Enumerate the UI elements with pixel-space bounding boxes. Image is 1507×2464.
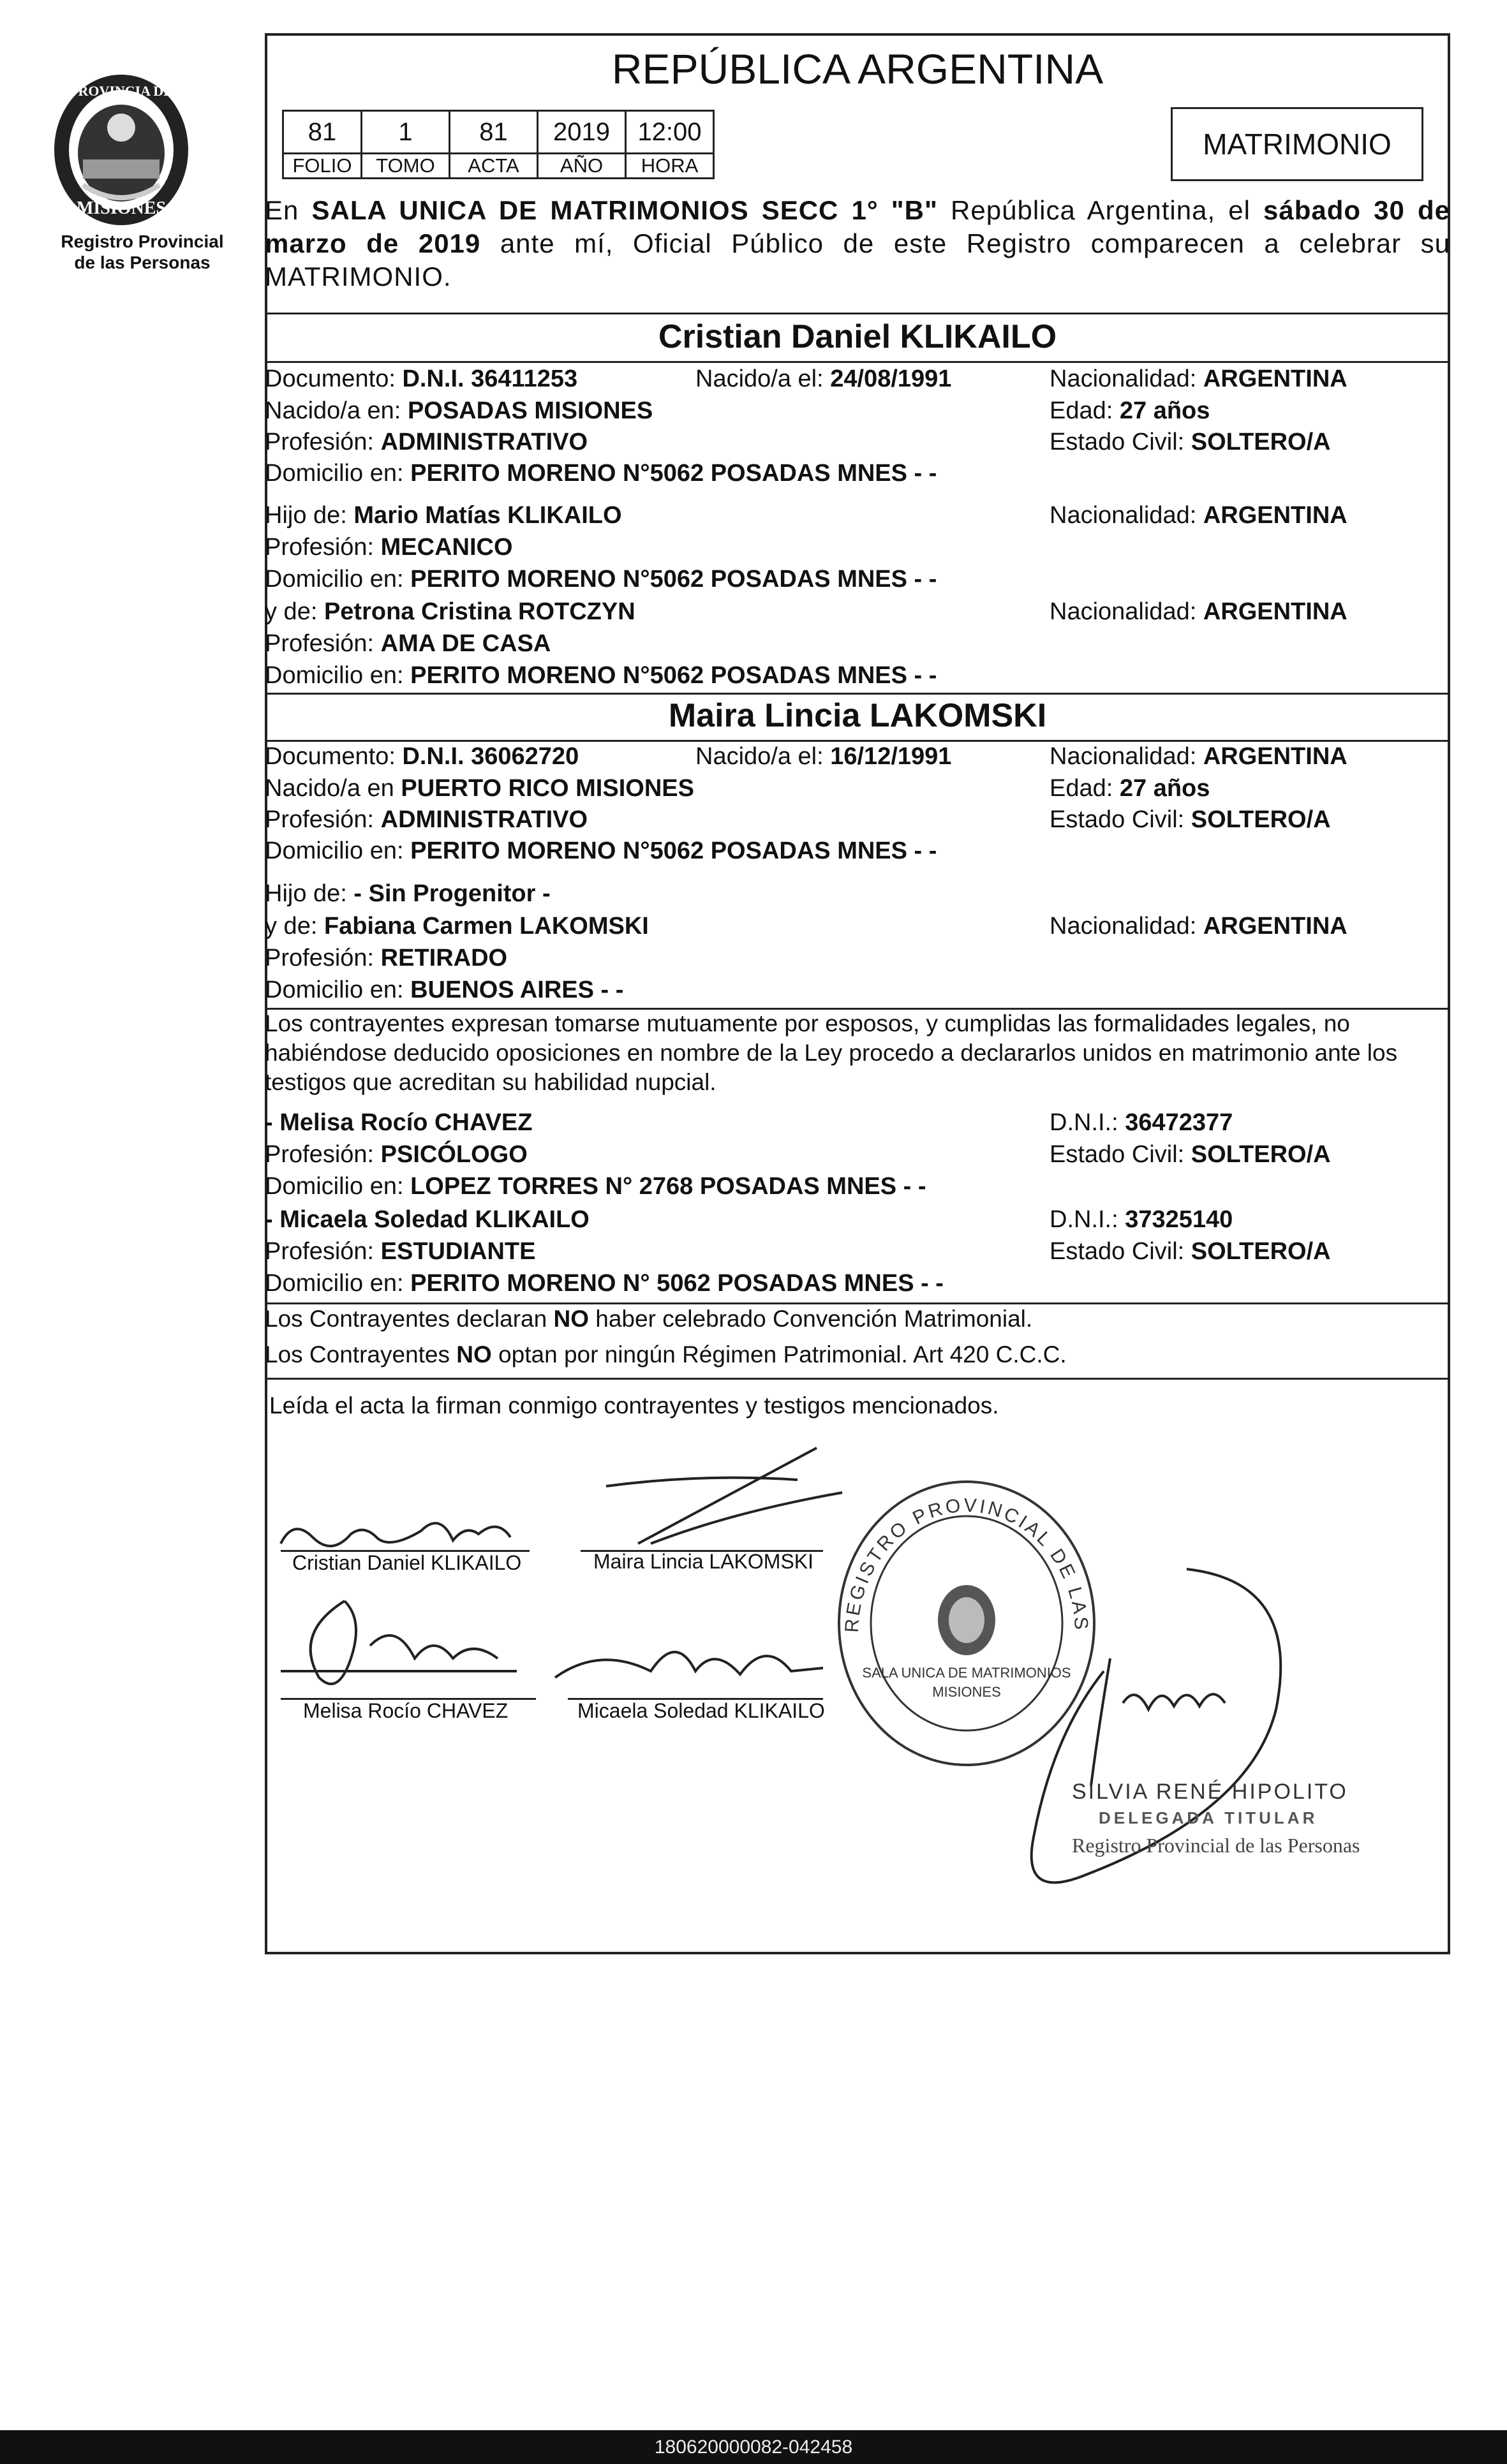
signature-melisa bbox=[268, 1582, 536, 1709]
spouse2-name: Maira Lincia LAKOMSKI bbox=[668, 697, 1047, 734]
sig-label-cristian: Cristian Daniel KLIKAILO bbox=[292, 1551, 522, 1574]
sig-label-melisa: Melisa Rocío CHAVEZ bbox=[303, 1699, 509, 1722]
folio-label: FOLIO bbox=[283, 154, 362, 179]
intro-text-1: En bbox=[265, 195, 312, 225]
divider bbox=[265, 361, 1450, 363]
stamp-inner-text: SALA UNICA DE MATRIMONIOS bbox=[862, 1665, 1071, 1681]
witness2-name: - Micaela Soledad KLIKAILO bbox=[265, 1206, 590, 1233]
intro-paragraph bbox=[265, 194, 1450, 293]
witness1-prof: Profesión: PSICÓLOGO bbox=[265, 1141, 528, 1168]
spouse1-mother-nat: Nacionalidad: ARGENTINA bbox=[1050, 598, 1347, 625]
logo-caption bbox=[24, 231, 260, 273]
witness1-name: - Melisa Rocío CHAVEZ bbox=[265, 1109, 533, 1136]
signature-maira bbox=[574, 1435, 868, 1556]
spouse1-father-prof: Profesión: MECANICO bbox=[265, 534, 513, 561]
closing-text: Leída el acta la firman conmigo contrayentes y testigos mencionados. bbox=[269, 1392, 999, 1419]
intro-text-2: República Argentina, el bbox=[937, 195, 1264, 225]
spouse1-prof: Profesión: ADMINISTRATIVO bbox=[265, 429, 588, 455]
regime-text: Los Contrayentes NO optan por ningún Régimen Patrimonial. Art 420 C.C.C. bbox=[265, 1341, 1067, 1368]
province-logo bbox=[45, 64, 198, 230]
witness1-civil: Estado Civil: SOLTERO/A bbox=[1050, 1141, 1331, 1168]
official-org: Registro Provincial de las Personas bbox=[1072, 1834, 1360, 1857]
stamp-outer-text: REGISTRO PROVINCIAL DE LAS bbox=[841, 1494, 1092, 1634]
logo-caption-line2: de las Personas bbox=[74, 253, 211, 272]
spouse2-prof: Profesión: ADMINISTRATIVO bbox=[265, 806, 588, 833]
official-signature bbox=[944, 1544, 1353, 1914]
spouse2-nat: Nacionalidad: ARGENTINA bbox=[1050, 743, 1347, 770]
signature-cristian bbox=[274, 1505, 555, 1556]
logo-text-top: PROVINCIA DE bbox=[70, 83, 173, 99]
spouse2-civil: Estado Civil: SOLTERO/A bbox=[1050, 806, 1331, 833]
page-title: REPÚBLICA ARGENTINA bbox=[611, 45, 1104, 92]
divider bbox=[265, 693, 1450, 695]
spouse1-dom: Domicilio en: PERITO MORENO N°5062 POSADAS MNES - - bbox=[265, 460, 937, 487]
spouse2-mother-nat: Nacionalidad: ARGENTINA bbox=[1050, 913, 1347, 940]
ano-label: AÑO bbox=[538, 154, 626, 179]
official-name: SILVIA RENÉ HIPOLITO bbox=[1072, 1780, 1348, 1804]
spouse1-bplace: Nacido/a en: POSADAS MISIONES bbox=[265, 397, 653, 424]
spouse2-dom: Domicilio en: PERITO MORENO N°5062 POSADAS MNES - - bbox=[265, 837, 937, 864]
acta-label: ACTA bbox=[450, 154, 538, 179]
spouse2-born: Nacido/a el: 16/12/1991 bbox=[695, 743, 952, 770]
sig-label-maira: Maira Lincia LAKOMSKI bbox=[593, 1550, 814, 1573]
spouse2-mother: y de: Fabiana Carmen LAKOMSKI bbox=[265, 913, 649, 940]
witness2-dni: D.N.I.: 37325140 bbox=[1050, 1206, 1233, 1233]
spouse1-mother-dom: Domicilio en: PERITO MORENO N°5062 POSADAS MNES - - bbox=[265, 662, 937, 689]
intro-bold-1: SALA UNICA DE MATRIMONIOS SECC 1° "B" bbox=[311, 195, 938, 225]
official-role: DELEGADA TITULAR bbox=[1099, 1808, 1318, 1827]
ano-value: 2019 bbox=[538, 111, 626, 154]
spouse1-nat: Nacionalidad: ARGENTINA bbox=[1050, 365, 1347, 392]
declaration-text: Los contrayentes expresan tomarse mutuamente por esposos, y cumplidas las formalidades legales, no habiéndose deducido oposiciones en nombre de la Ley procedo a declararlos unidos en matrimonio ante los testigos que acreditan su habilidad nupcial. bbox=[265, 1010, 1398, 1095]
spouse1-father-dom: Domicilio en: PERITO MORENO N°5062 POSADAS MNES - - bbox=[265, 566, 937, 593]
divider bbox=[265, 313, 1450, 314]
stamp-bottom-text: MISIONES bbox=[932, 1684, 1001, 1700]
spouse1-mother-prof: Profesión: AMA DE CASA bbox=[265, 630, 551, 657]
hora-value: 12:00 bbox=[626, 111, 714, 154]
intro-bold-2: sábado 30 de marzo de 2019 bbox=[265, 195, 1451, 258]
tomo-value: 1 bbox=[362, 111, 450, 154]
spouse2-doc: Documento: D.N.I. 36062720 bbox=[265, 743, 579, 770]
witness2-prof: Profesión: ESTUDIANTE bbox=[265, 1238, 536, 1265]
witness1-dom: Domicilio en: LOPEZ TORRES N° 2768 POSADAS MNES - - bbox=[265, 1173, 926, 1200]
acta-value: 81 bbox=[450, 111, 538, 154]
spouse1-born: Nacido/a el: 24/08/1991 bbox=[695, 365, 952, 392]
intro-text-3: ante mí, Oficial Público de este Registro comparecen a celebrar su MATRIMONIO. bbox=[265, 228, 1450, 291]
witness2-dom: Domicilio en: PERITO MORENO N° 5062 POSADAS MNES - - bbox=[265, 1270, 944, 1297]
logo-text-bottom: MISIONES bbox=[76, 198, 167, 218]
divider bbox=[265, 1378, 1450, 1380]
witness2-civil: Estado Civil: SOLTERO/A bbox=[1050, 1238, 1331, 1265]
spouse2-mother-dom: Domicilio en: BUENOS AIRES - - bbox=[265, 977, 624, 1003]
spouse1-age: Edad: 27 años bbox=[1050, 397, 1210, 424]
footer-code: 180620000082-042458 bbox=[0, 2430, 1507, 2464]
spouse2-mother-prof: Profesión: RETIRADO bbox=[265, 945, 508, 971]
spouse1-civil: Estado Civil: SOLTERO/A bbox=[1050, 429, 1331, 455]
witness1-dni: D.N.I.: 36472377 bbox=[1050, 1109, 1233, 1136]
spouse1-name: Cristian Daniel KLIKAILO bbox=[658, 318, 1057, 355]
spouse2-age: Edad: 27 años bbox=[1050, 775, 1210, 802]
tomo-label: TOMO bbox=[362, 154, 450, 179]
hora-label: HORA bbox=[626, 154, 714, 179]
spouse1-doc: Documento: D.N.I. 36411253 bbox=[265, 365, 578, 392]
spouse1-mother: y de: Petrona Cristina ROTCZYN bbox=[265, 598, 635, 625]
folio-value: 81 bbox=[283, 111, 362, 154]
spouse1-father: Hijo de: Mario Matías KLIKAILO bbox=[265, 502, 622, 529]
signature-micaela bbox=[549, 1620, 829, 1703]
logo-caption-line1: Registro Provincial bbox=[61, 232, 224, 251]
convention-text: Los Contrayentes declaran NO haber celebrado Convención Matrimonial. bbox=[265, 1306, 1033, 1332]
sig-label-micaela: Micaela Soledad KLIKAILO bbox=[577, 1699, 825, 1722]
spouse1-father-nat: Nacionalidad: ARGENTINA bbox=[1050, 502, 1347, 529]
act-type-box: MATRIMONIO bbox=[1171, 107, 1423, 181]
registry-table bbox=[282, 110, 715, 179]
spouse2-father: Hijo de: - Sin Progenitor - bbox=[265, 880, 551, 907]
spouse2-bplace: Nacido/a en PUERTO RICO MISIONES bbox=[265, 775, 694, 802]
